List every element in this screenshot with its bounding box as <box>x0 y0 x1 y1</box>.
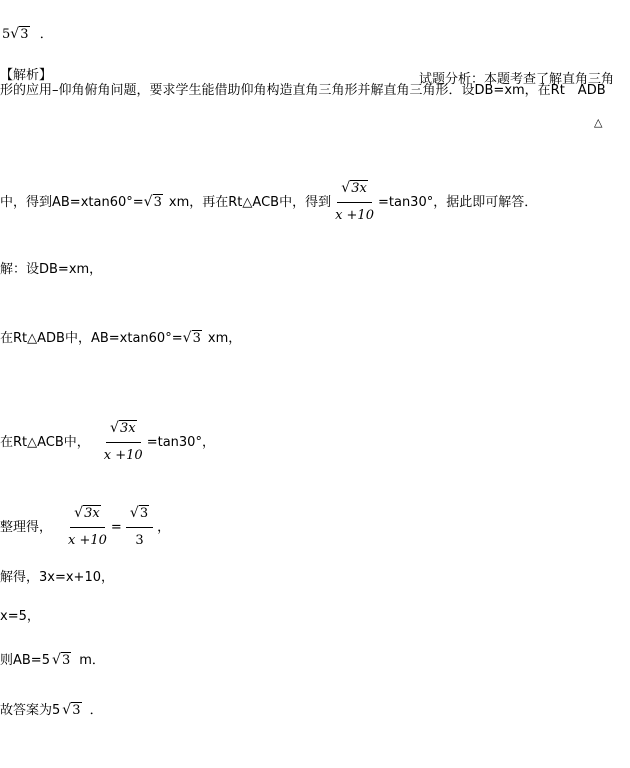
analysis-line-3-mid: xm，再在Rt△ACB中，得到 <box>168 194 332 210</box>
analysis-line-3-pre: 中，得到AB=xtan60°= <box>0 194 144 210</box>
sqrt-3: √ 3 <box>51 652 71 668</box>
fraction-sqrt3x-over-x10: √ 3x x +10 <box>335 180 374 223</box>
analysis-tag: 【解析】 <box>0 68 53 83</box>
solution-step-4 <box>0 503 170 552</box>
sqrt-radical: √ 3 <box>10 26 29 42</box>
analysis-line-3 <box>0 178 537 227</box>
sqrt-3: √ 3 <box>143 193 162 210</box>
solution-step-1: 解：设DB=xm， <box>0 262 103 277</box>
solution-step-8 <box>0 703 103 719</box>
analysis-head: 试题分析：本题考查了解直角三角 <box>419 72 615 87</box>
solution-step-5: 解得，3x=x+10， <box>0 570 114 585</box>
solution-step-2-pre: 在Rt△ADB中，AB=xtan60°= <box>0 331 183 346</box>
solution-step-2-post: xm， <box>207 331 242 346</box>
answer-dot: ． <box>39 27 53 42</box>
solution-step-2 <box>0 331 241 347</box>
sqrt-3: √ 3 <box>62 702 81 718</box>
answer-coef: 5 <box>2 27 11 42</box>
solution-step-8-pre: 故答案为5 <box>0 703 61 718</box>
solution-step-3-pre: 在Rt△ACB中， <box>0 434 90 450</box>
solution-step-7-pre: 则AB=5 <box>0 653 50 668</box>
triangle-symbol: △ <box>594 116 603 129</box>
analysis-line-3-post: =tan30°，据此即可解答． <box>377 194 538 210</box>
solution-step-7-post: m． <box>79 653 105 668</box>
solution-step-3-post: =tan30°， <box>146 434 215 450</box>
solution-step-6: x=5， <box>0 609 40 624</box>
solution-step-3 <box>0 418 215 467</box>
sqrt-3: √ 3 <box>182 330 201 346</box>
analysis-line-2: 形的应用–仰角俯角问题，要求学生能借助仰角构造直角三角形并解直角三角形．设DB=xm，在Rt ADB <box>0 83 606 98</box>
answer-line <box>2 27 53 43</box>
solution-step-4-post: ， <box>157 519 171 535</box>
solution-step-8-post: ． <box>89 703 103 718</box>
fraction-sqrt3x-over-x10: √ 3x x +10 <box>103 420 143 463</box>
fraction-sqrt3-over-3: √ 3 3 <box>126 503 153 552</box>
solution-step-7 <box>0 653 105 669</box>
fraction-sqrt3x-over-x10: √ 3x x +10 <box>68 505 107 548</box>
solution-step-4-pre: 整理得， <box>0 519 53 535</box>
equals-sign: = <box>110 519 122 535</box>
